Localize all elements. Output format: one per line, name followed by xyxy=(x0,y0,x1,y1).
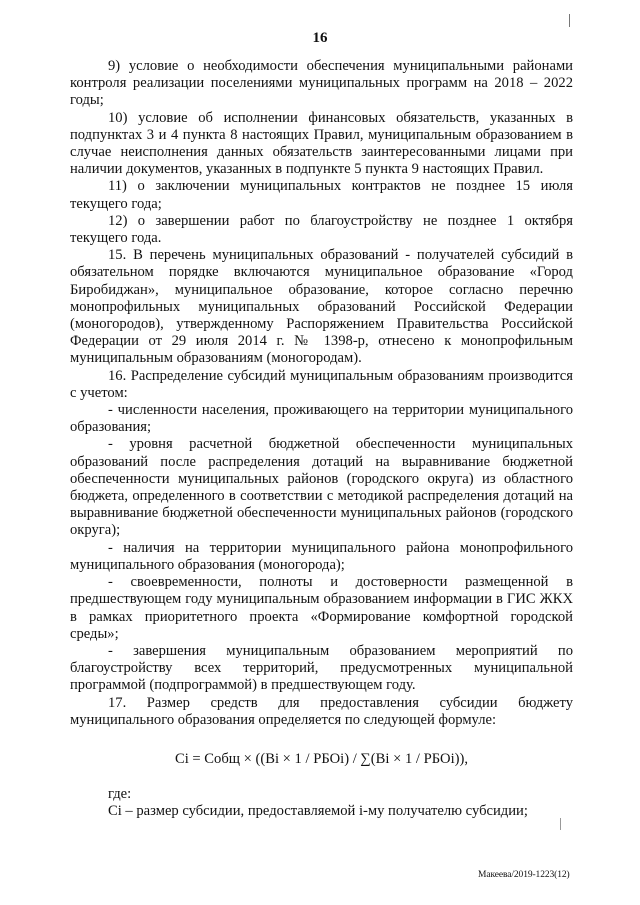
criterion-completion: - завершения муниципальным образованием мероприятий по благоустройству всех территорий, предусмотренных муниципальной программой (подпрограммой) в предшествующем году. xyxy=(70,642,573,694)
page-number: 16 xyxy=(312,30,328,46)
criterion-population: - численности населения, проживающего на территории муниципального образования; xyxy=(70,402,573,436)
criterion-budget-level: - уровня расчетной бюджетной обеспеченности муниципальных образований после распределения дотаций на выравнивание бюджетной обеспеченности муниципальных районов (городского округа) из областного бюджета, определенного в соответствии с методикой распределения дотаций на выравнивание бюджетной обеспеченности муниципальных районов (городского округа); xyxy=(70,436,573,539)
paragraph-section-15: 15. В перечень муниципальных образований - получателей субсидий в обязательном порядке включаются муниципальное образование «Город Биробиджан», муниципальное образование, которое согласно перечню монопрофильных муниципальных образований Российской Федерации (моногородов), утвержденному Распоряжением Правительства Российской Федерации от 29 июля 2014 г. № 1398-р, отнесено к монопрофильным муниципальным образованиям (моногородам). xyxy=(70,247,573,367)
scan-edge-mark xyxy=(569,14,570,27)
subsidy-formula: Ci = Cобщ × ((Bi × 1 / РБОi) / ∑(Bi × 1 / РБОi)), xyxy=(174,750,468,767)
document-body xyxy=(70,58,573,821)
formula-definition: Ci – размер субсидии, предоставляемой i-му получателю субсидии; xyxy=(108,803,528,820)
paragraph-item-10: 10) условие об исполнении финансовых обязательств, указанных в подпунктах 3 и 4 пункта 8 настоящих Правил, муниципальным образованием в случае неисполнения данных обязательств заинтересованными лицами при наличии документов, указанных в подпункте 5 пункта 9 настоящих Правил. xyxy=(70,109,573,178)
where-label: где: xyxy=(108,786,132,803)
paragraph-section-16: 16. Распределение субсидий муниципальным образованиям производится с учетом: xyxy=(70,367,573,401)
paragraph-section-17: 17. Размер средств для предоставления субсидии бюджету муниципального образования определяется по следующей формуле: xyxy=(70,694,573,728)
paragraph-item-12: 12) о завершении работ по благоустройству не позднее 1 октября текущего года. xyxy=(70,212,573,247)
paragraph-item-9: 9) условие о необходимости обеспечения муниципальными районами контроля реализации поселениями муниципальных программ на 2018 – 2022 годы; xyxy=(70,58,573,109)
document-code: Макеева/2019-1223(12) xyxy=(478,870,570,880)
paragraph-item-11: 11) о заключении муниципальных контрактов не позднее 15 июля текущего года; xyxy=(70,178,573,212)
criterion-gis-info: - своевременности, полноты и достоверности размещенной в предшествующем году муниципальным образованием информации в ГИС ЖКХ в рамках приоритетного проекта «Формирование комфортной городской среды»; xyxy=(70,574,573,642)
criterion-monotown: - наличия на территории муниципального района монопрофильного муниципального образования (моногорода); xyxy=(70,539,573,573)
